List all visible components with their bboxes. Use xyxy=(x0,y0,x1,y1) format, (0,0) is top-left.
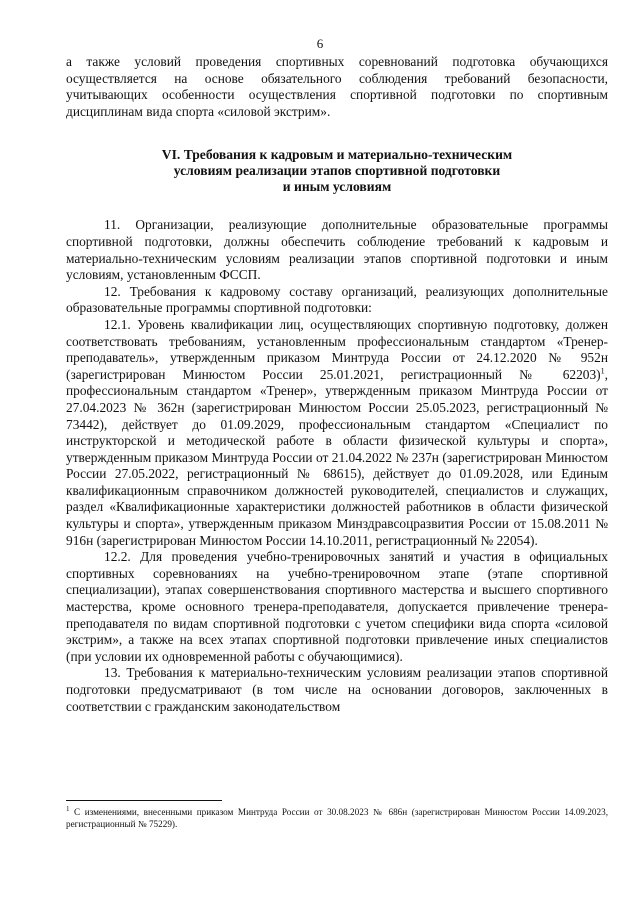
document-body xyxy=(66,54,608,715)
footnote-text: С изменениями, внесенными приказом Минтруда России от 30.08.2023 № 686н (зарегистрирован Минюстом России 14.09.2023, регистрационный № 75229). xyxy=(66,807,608,829)
paragraph-12-1 xyxy=(66,317,608,549)
paragraph-12-1-part-a: 12.1. Уровень квалификации лиц, осуществляющих спортивную подготовку, должен соответствовать требованиям, установленным профессиональным стандартом «Тренер-преподаватель», утвержденным приказом Минтруда России от 24.12.2020 № 952н (зарегистрирован Минюстом России 25.01.2021, регистрационный № 62203) xyxy=(66,316,608,382)
section-heading-line-3: и иным условиям xyxy=(282,179,392,195)
section-heading-line-2: условиям реализации этапов спортивной подготовки xyxy=(173,163,501,179)
paragraph-12-1-part-b: , профессиональным стандартом «Тренер», утвержденным приказом Минтруда России от 27.04.2023 № 362н (зарегистрирован Минюстом России 25.05.2023, регистрационный № 73442), действует до 01.09.2029, профессиональным стандартом «Специалист по инструкторской и методической работе в области физической культуры и спорта», утвержденным приказом Минтруда России от 21.04.2022 № 237н (зарегистрирован Минюстом России 27.05.2022, регистрационный № 68615), действует до 01.09.2028, или Единым квалификационным справочником должностей руководителей, специалистов и служащих, раздел «Квалификационные характеристики должностей работников в области физической культуры и спорта», утвержденным приказом Минздравсоцразвития России от 15.08.2011 № 916н (зарегистрирован Минюстом России 14.10.2011, регистрационный № 22054). xyxy=(66,366,608,548)
page-number: 6 xyxy=(316,36,324,51)
paragraph-11: 11. Организации, реализующие дополнительные образовательные программы спортивной подготовки, должны обеспечить соблюдение требований к кадровым и материально-техническим условиям реализации этапов спортивной подготовки и иным условиям, установленным ФССП. xyxy=(66,217,608,283)
footnote-reference: 1 xyxy=(600,366,605,376)
footnote-marker: 1 xyxy=(66,804,70,813)
footnote xyxy=(66,806,608,830)
intro-paragraph: а также условий проведения спортивных соревнований подготовка обучающихся осуществляется на основе обязательного соблюдения требований безопасности, учитывающих особенности осуществления спортивной подготовки по спортивным дисциплинам вида спорта «силовой экстрим». xyxy=(66,54,608,119)
paragraph-12: 12. Требования к кадровому составу организаций, реализующих дополнительные образовательные программы спортивной подготовки: xyxy=(66,283,608,316)
paragraph-13: 13. Требования к материально-техническим условиям реализации этапов спортивной подготовки предусматривают (в том числе на основании договоров, заключенных в соответствии с гражданским законодательством xyxy=(66,665,608,714)
section-heading xyxy=(66,147,608,195)
footnote-divider xyxy=(66,800,222,801)
paragraph-12-2: 12.2. Для проведения учебно-тренировочных занятий и участия в официальных спортивных соревнованиях на учебно-тренировочном этапе (этапе спортивной специализации), этапах совершенствования спортивного мастерства и высшего спортивного мастерства, кроме основного тренера-преподавателя, допускается привлечение тренера-преподавателя по видам спортивной подготовки с учетом специфики вида спорта «силовой экстрим», а также на всех этапах спортивной подготовки привлечение иных специалистов (при условии их одновременной работы с обучающимися). xyxy=(66,549,608,664)
section-heading-line-1: VI. Требования к кадровым и материально-техническим xyxy=(161,147,513,163)
